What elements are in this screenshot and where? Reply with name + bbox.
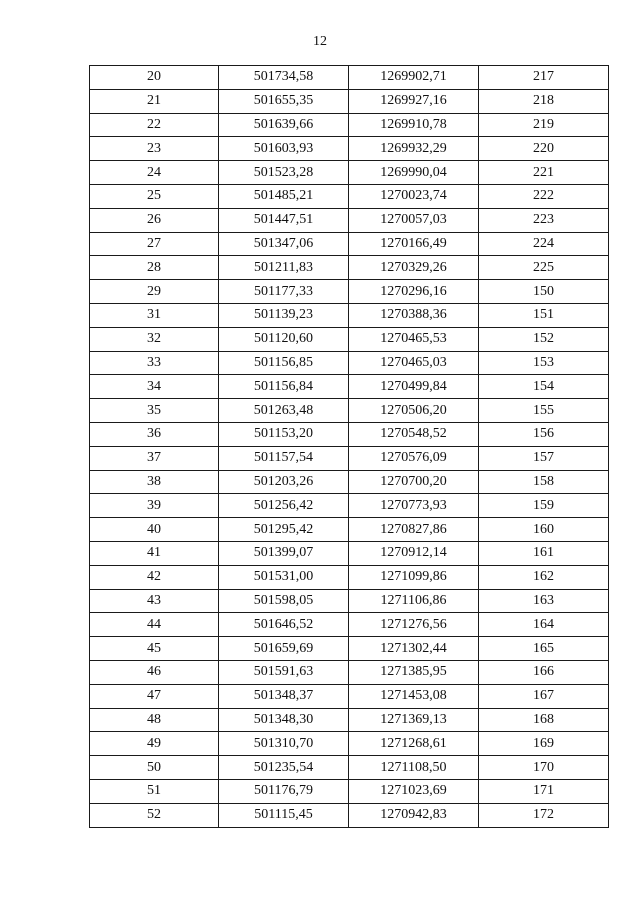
- y-coordinate-cell: 1269902,71: [349, 66, 479, 90]
- table-row: [90, 684, 609, 708]
- point-number-cell: 38: [90, 470, 219, 494]
- y-coordinate-cell: 1270942,83: [349, 803, 479, 827]
- x-coordinate-cell: 501591,63: [219, 660, 349, 684]
- y-coordinate-cell: 1271369,13: [349, 708, 479, 732]
- point-number-cell: 29: [90, 280, 219, 304]
- table-row: [90, 184, 609, 208]
- table-row: [90, 208, 609, 232]
- reference-number-cell: 220: [479, 137, 609, 161]
- y-coordinate-cell: 1271302,44: [349, 637, 479, 661]
- y-coordinate-cell: 1270388,36: [349, 303, 479, 327]
- y-coordinate-cell: 1271276,56: [349, 613, 479, 637]
- table-row: [90, 470, 609, 494]
- y-coordinate-cell: 1270700,20: [349, 470, 479, 494]
- y-coordinate-cell: 1270465,53: [349, 327, 479, 351]
- y-coordinate-cell: 1270499,84: [349, 375, 479, 399]
- point-number-cell: 25: [90, 184, 219, 208]
- point-number-cell: 51: [90, 779, 219, 803]
- reference-number-cell: 163: [479, 589, 609, 613]
- table-row: [90, 660, 609, 684]
- point-number-cell: 43: [90, 589, 219, 613]
- reference-number-cell: 217: [479, 66, 609, 90]
- reference-number-cell: 170: [479, 756, 609, 780]
- x-coordinate-cell: 501348,30: [219, 708, 349, 732]
- point-number-cell: 34: [90, 375, 219, 399]
- x-coordinate-cell: 501485,21: [219, 184, 349, 208]
- x-coordinate-cell: 501598,05: [219, 589, 349, 613]
- y-coordinate-cell: 1270296,16: [349, 280, 479, 304]
- table-row: [90, 66, 609, 90]
- point-number-cell: 26: [90, 208, 219, 232]
- reference-number-cell: 155: [479, 399, 609, 423]
- y-coordinate-cell: 1270166,49: [349, 232, 479, 256]
- table-row: [90, 303, 609, 327]
- table-row: [90, 637, 609, 661]
- table-row: [90, 613, 609, 637]
- reference-number-cell: 154: [479, 375, 609, 399]
- point-number-cell: 33: [90, 351, 219, 375]
- y-coordinate-cell: 1270465,03: [349, 351, 479, 375]
- y-coordinate-cell: 1271108,50: [349, 756, 479, 780]
- x-coordinate-cell: 501156,85: [219, 351, 349, 375]
- x-coordinate-cell: 501256,42: [219, 494, 349, 518]
- reference-number-cell: 166: [479, 660, 609, 684]
- y-coordinate-cell: 1270329,26: [349, 256, 479, 280]
- y-coordinate-cell: 1269910,78: [349, 113, 479, 137]
- table-row: [90, 256, 609, 280]
- x-coordinate-cell: 501176,79: [219, 779, 349, 803]
- y-coordinate-cell: 1271099,86: [349, 565, 479, 589]
- reference-number-cell: 165: [479, 637, 609, 661]
- x-coordinate-cell: 501156,84: [219, 375, 349, 399]
- x-coordinate-cell: 501531,00: [219, 565, 349, 589]
- reference-number-cell: 225: [479, 256, 609, 280]
- table-row: [90, 327, 609, 351]
- y-coordinate-cell: 1270023,74: [349, 184, 479, 208]
- x-coordinate-cell: 501295,42: [219, 518, 349, 542]
- x-coordinate-cell: 501235,54: [219, 756, 349, 780]
- point-number-cell: 20: [90, 66, 219, 90]
- table-row: [90, 541, 609, 565]
- x-coordinate-cell: 501157,54: [219, 446, 349, 470]
- reference-number-cell: 219: [479, 113, 609, 137]
- table-row: [90, 779, 609, 803]
- reference-number-cell: 156: [479, 422, 609, 446]
- reference-number-cell: 172: [479, 803, 609, 827]
- point-number-cell: 42: [90, 565, 219, 589]
- point-number-cell: 46: [90, 660, 219, 684]
- table-row: [90, 422, 609, 446]
- table-row: [90, 280, 609, 304]
- y-coordinate-cell: 1271023,69: [349, 779, 479, 803]
- table-row: [90, 494, 609, 518]
- reference-number-cell: 157: [479, 446, 609, 470]
- x-coordinate-cell: 501659,69: [219, 637, 349, 661]
- point-number-cell: 52: [90, 803, 219, 827]
- y-coordinate-cell: 1271106,86: [349, 589, 479, 613]
- point-number-cell: 27: [90, 232, 219, 256]
- point-number-cell: 50: [90, 756, 219, 780]
- x-coordinate-cell: 501177,33: [219, 280, 349, 304]
- y-coordinate-cell: 1270548,52: [349, 422, 479, 446]
- table-row: [90, 446, 609, 470]
- x-coordinate-cell: 501115,45: [219, 803, 349, 827]
- point-number-cell: 44: [90, 613, 219, 637]
- table-row: [90, 399, 609, 423]
- y-coordinate-cell: 1269932,29: [349, 137, 479, 161]
- point-number-cell: 39: [90, 494, 219, 518]
- x-coordinate-cell: 501139,23: [219, 303, 349, 327]
- reference-number-cell: 169: [479, 732, 609, 756]
- point-number-cell: 40: [90, 518, 219, 542]
- point-number-cell: 47: [90, 684, 219, 708]
- y-coordinate-cell: 1270506,20: [349, 399, 479, 423]
- reference-number-cell: 171: [479, 779, 609, 803]
- table-row: [90, 732, 609, 756]
- y-coordinate-cell: 1270576,09: [349, 446, 479, 470]
- table-row: [90, 113, 609, 137]
- table-row: [90, 518, 609, 542]
- table-row: [90, 232, 609, 256]
- table-row: [90, 756, 609, 780]
- x-coordinate-cell: 501211,83: [219, 256, 349, 280]
- table-row: [90, 589, 609, 613]
- reference-number-cell: 222: [479, 184, 609, 208]
- reference-number-cell: 150: [479, 280, 609, 304]
- y-coordinate-cell: 1270057,03: [349, 208, 479, 232]
- reference-number-cell: 221: [479, 161, 609, 185]
- x-coordinate-cell: 501655,35: [219, 89, 349, 113]
- point-number-cell: 32: [90, 327, 219, 351]
- point-number-cell: 35: [90, 399, 219, 423]
- reference-number-cell: 223: [479, 208, 609, 232]
- reference-number-cell: 153: [479, 351, 609, 375]
- x-coordinate-cell: 501523,28: [219, 161, 349, 185]
- y-coordinate-cell: 1270773,93: [349, 494, 479, 518]
- point-number-cell: 37: [90, 446, 219, 470]
- reference-number-cell: 168: [479, 708, 609, 732]
- x-coordinate-cell: 501603,93: [219, 137, 349, 161]
- y-coordinate-cell: 1271453,08: [349, 684, 479, 708]
- y-coordinate-cell: 1269927,16: [349, 89, 479, 113]
- reference-number-cell: 224: [479, 232, 609, 256]
- x-coordinate-cell: 501153,20: [219, 422, 349, 446]
- x-coordinate-cell: 501639,66: [219, 113, 349, 137]
- page-number: 12: [313, 34, 327, 49]
- reference-number-cell: 218: [479, 89, 609, 113]
- y-coordinate-cell: 1271268,61: [349, 732, 479, 756]
- y-coordinate-cell: 1269990,04: [349, 161, 479, 185]
- point-number-cell: 41: [90, 541, 219, 565]
- x-coordinate-cell: 501263,48: [219, 399, 349, 423]
- point-number-cell: 45: [90, 637, 219, 661]
- coordinates-table-body: [90, 66, 609, 828]
- x-coordinate-cell: 501120,60: [219, 327, 349, 351]
- table-row: [90, 375, 609, 399]
- reference-number-cell: 162: [479, 565, 609, 589]
- table-row: [90, 89, 609, 113]
- x-coordinate-cell: 501447,51: [219, 208, 349, 232]
- reference-number-cell: 160: [479, 518, 609, 542]
- y-coordinate-cell: 1271385,95: [349, 660, 479, 684]
- y-coordinate-cell: 1270912,14: [349, 541, 479, 565]
- x-coordinate-cell: 501399,07: [219, 541, 349, 565]
- table-row: [90, 565, 609, 589]
- point-number-cell: 49: [90, 732, 219, 756]
- point-number-cell: 22: [90, 113, 219, 137]
- point-number-cell: 21: [90, 89, 219, 113]
- x-coordinate-cell: 501203,26: [219, 470, 349, 494]
- point-number-cell: 31: [90, 303, 219, 327]
- x-coordinate-cell: 501734,58: [219, 66, 349, 90]
- point-number-cell: 36: [90, 422, 219, 446]
- reference-number-cell: 151: [479, 303, 609, 327]
- table-row: [90, 161, 609, 185]
- reference-number-cell: 159: [479, 494, 609, 518]
- x-coordinate-cell: 501348,37: [219, 684, 349, 708]
- table-row: [90, 137, 609, 161]
- coordinates-table: [89, 65, 609, 828]
- point-number-cell: 23: [90, 137, 219, 161]
- x-coordinate-cell: 501310,70: [219, 732, 349, 756]
- reference-number-cell: 164: [479, 613, 609, 637]
- table-row: [90, 803, 609, 827]
- point-number-cell: 24: [90, 161, 219, 185]
- table-row: [90, 708, 609, 732]
- x-coordinate-cell: 501646,52: [219, 613, 349, 637]
- reference-number-cell: 158: [479, 470, 609, 494]
- table-row: [90, 351, 609, 375]
- reference-number-cell: 167: [479, 684, 609, 708]
- reference-number-cell: 161: [479, 541, 609, 565]
- point-number-cell: 48: [90, 708, 219, 732]
- x-coordinate-cell: 501347,06: [219, 232, 349, 256]
- y-coordinate-cell: 1270827,86: [349, 518, 479, 542]
- reference-number-cell: 152: [479, 327, 609, 351]
- point-number-cell: 28: [90, 256, 219, 280]
